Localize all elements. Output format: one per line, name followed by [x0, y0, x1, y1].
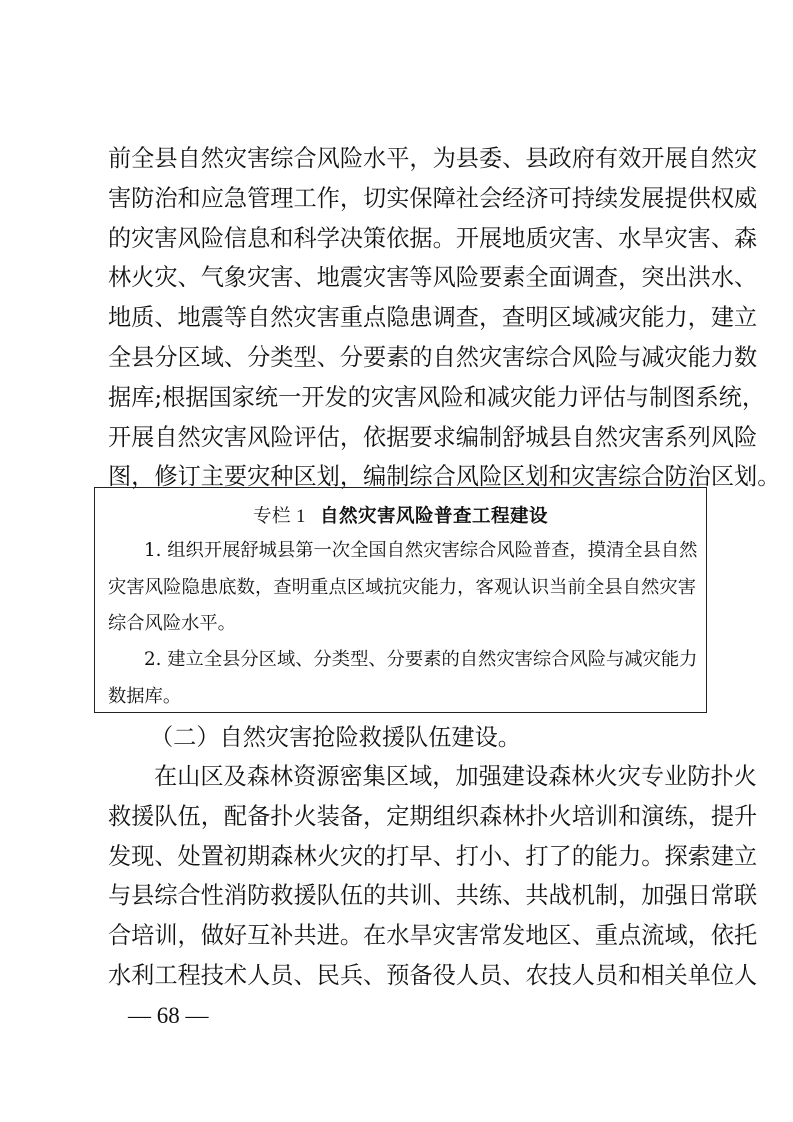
column-box-label: 专栏 1	[253, 507, 306, 527]
paragraph-line: 林火灾、气象灾害、地震灾害等风险要素全面调查，突出洪水、	[108, 264, 758, 292]
box-item-line: 灾害风险隐患底数，查明重点区域抗灾能力，客观认识当前全县自然灾害	[108, 576, 696, 598]
paragraph-line: 地质、地震等自然灾害重点隐患调查，查明区域减灾能力，建立	[108, 304, 758, 332]
paragraph-line: 与县综合性消防救援队伍的共训、共练、共战机制，加强日常联	[108, 882, 758, 910]
body-paragraph-1	[108, 139, 781, 497]
column-box-item-1	[108, 533, 696, 643]
box-item-line: 2. 建立全县分区域、分类型、分要素的自然灾害综合风险与减灾能力	[144, 649, 698, 670]
column-box-heading: 自然灾害风险普查工程建设	[319, 506, 548, 527]
column-box-item-2	[108, 642, 696, 715]
paragraph-line: 害防治和应急管理工作，切实保障社会经济可持续发展提供权威	[108, 184, 758, 212]
paragraph-line: 救援队伍，配备扑火装备，定期组织森林扑火培训和演练，提升	[108, 802, 758, 830]
paragraph-line: 开展自然灾害风险评估，依据要求编制舒城县自然灾害系列风险	[108, 423, 758, 451]
body-paragraph-2	[108, 757, 758, 996]
box-item-line: 1. 组织开展舒城县第一次全国自然灾害综合风险普查，摸清全县自然	[144, 540, 698, 561]
paragraph-line: 水利工程技术人员、民兵、预备役人员、农技人员和相关单位人	[108, 961, 758, 989]
paragraph-line: 在山区及森林资源密集区域，加强建设森林火灾专业防扑火	[154, 763, 757, 790]
box-item-line: 数据库。	[108, 685, 182, 707]
paragraph-line: 据库;根据国家统一开发的灾害风险和减灾能力评估与制图系统，	[108, 383, 766, 411]
page-number: — 68 —	[128, 1003, 209, 1028]
box-item-line: 综合风险水平。	[108, 613, 236, 634]
paragraph-line: 的灾害风险信息和科学决策依据。开展地质灾害、水旱灾害、森	[108, 224, 758, 252]
paragraph-line: 全县分区域、分类型、分要素的自然灾害综合风险与减灾能力数	[108, 343, 758, 371]
paragraph-line: 发现、处置初期森林火灾的打早、打小、打了的能力。探索建立	[108, 842, 758, 870]
paragraph-line: 图，修订主要灾种区划，编制综合风险区划和灾害综合防治区划。	[108, 463, 781, 491]
section-heading: （二）自然灾害抢险救援队伍建设。	[150, 724, 521, 751]
column-box-title	[95, 502, 706, 528]
paragraph-line: 前全县自然灾害综合风险水平，为县委、县政府有效开展自然灾	[108, 145, 758, 172]
paragraph-line: 合培训，做好互补共进。在水旱灾害常发地区、重点流域，依托	[108, 922, 758, 950]
column-box	[94, 487, 707, 713]
